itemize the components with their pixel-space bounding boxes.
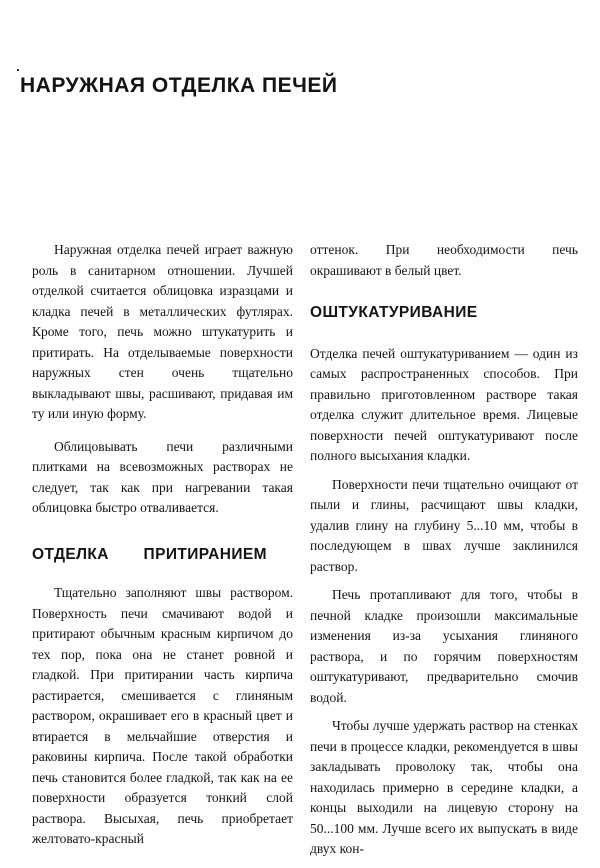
stray-mark bbox=[17, 69, 19, 71]
right-column bbox=[310, 240, 578, 868]
paragraph: Тщательно заполняют швы раствором. Поверхность печи смачивают водой и притирают обычным красным кирпичом до тех пор, пока она не станет ровной и гладкой. При притирании часть кирпича растирается, смешивается с глиняным раствором, окрашивает его в красный цвет и втирается в мельчайшие отверстия и раковины кирпича. После такой обработки печь становится более гладкой, так как на ее поверхности образуется тонкий слой раствора. Высыхая, печь приобретает желтовато-красный bbox=[32, 585, 293, 846]
paragraph: Наружная отделка печей играет важную роль в санитарном отношении. Лучшей отделкой считается облицовка изразцами и кладка печей в металлических футлярах. Кроме того, печь можно штукатурить и притирать. На отделываемые поверхности наружных стен очень тщательно выкладывают швы, расшивают, придавая им ту или иную форму. bbox=[32, 242, 293, 421]
section-heading-pritiranie: ОТДЕЛКА ПРИТИРАНИЕМ bbox=[32, 545, 267, 563]
paragraph: Отделка печей оштукатуриванием — один из самых распространенных способов. При правильно приготовленном растворе такая отделка служит длительное время. Лицевые поверхности печей оштукатуривают после полного высыхания кладки. bbox=[310, 345, 578, 463]
left-column bbox=[32, 240, 293, 862]
section-heading-shtukaturivanie: ОШТУКАТУРИВАНИЕ bbox=[310, 304, 478, 321]
paragraph: Поверхности печи тщательно очищают от пыли и глины, расчищают швы кладки, удалив глину на глубину 5...10 мм, чтобы в последующем в швах лучше заклинился раствор. bbox=[310, 476, 578, 574]
paragraph: Печь протапливают для того, чтобы в печной кладке произошли максимальные изменения из-за усыхания глиняного раствора, и по горячим поверхностям оштукатуривают, предварительно смочив водой. bbox=[310, 587, 578, 705]
paragraph: Облицовывать печи различными плитками на всевозможных растворах не следует, так как при нагревании такая облицовка быстро отваливается. bbox=[32, 438, 293, 515]
page-title: НАРУЖНАЯ ОТДЕЛКА ПЕЧЕЙ bbox=[20, 74, 338, 97]
paragraph: оттенок. При необходимости печь окрашивают в белый цвет. bbox=[310, 242, 578, 278]
paragraph: Чтобы лучше удержать раствор на стенках печи в процессе кладки, рекомендуется в швы закладывать проволоку так, чтобы она находилась примерно в середине кладки, а концы выходили на лицевую сторону на 50...100 мм. Лучше всего их выпускать в виде двух кон- bbox=[310, 718, 578, 856]
